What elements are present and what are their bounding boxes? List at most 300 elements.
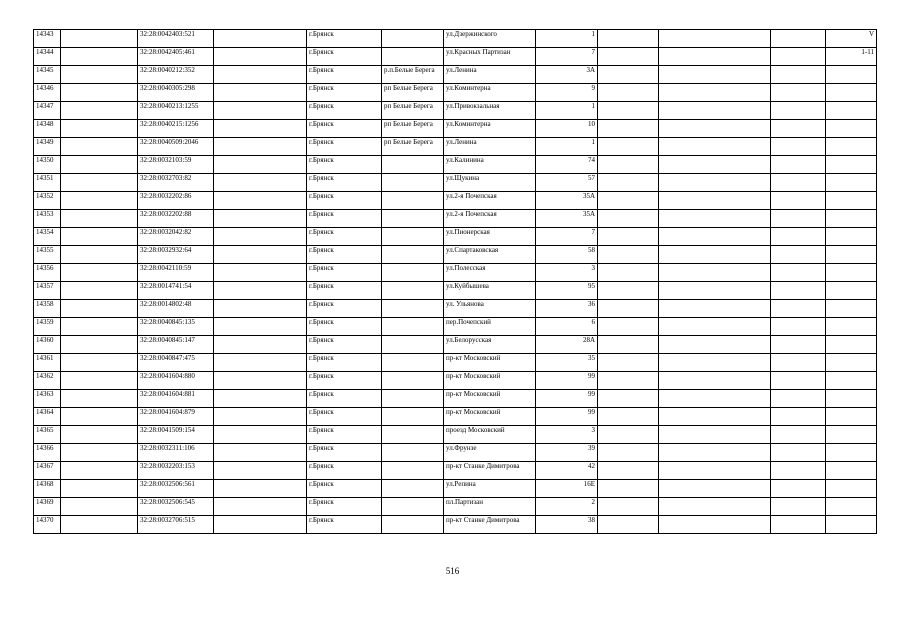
cell-empty-a	[61, 264, 138, 282]
cell-apartment	[826, 372, 877, 390]
table-row	[34, 498, 877, 516]
cell-city: г.Брянск	[307, 246, 382, 264]
cell-building	[771, 210, 826, 228]
cell-empty-a	[61, 192, 138, 210]
cell-settlement	[382, 390, 444, 408]
cell-empty-b	[214, 354, 307, 372]
cell-building	[771, 138, 826, 156]
cell-empty-c	[598, 372, 659, 390]
cell-settlement	[382, 516, 444, 534]
cell-empty-a	[61, 336, 138, 354]
cell-city: г.Брянск	[307, 372, 382, 390]
table-row	[34, 264, 877, 282]
cell-city: г.Брянск	[307, 336, 382, 354]
cell-settlement	[382, 174, 444, 192]
cell-empty-c	[598, 498, 659, 516]
cell-house-number: 35А	[536, 192, 598, 210]
cell-apartment	[826, 336, 877, 354]
registry-table	[33, 29, 877, 534]
cell-empty-a	[61, 426, 138, 444]
cell-settlement	[382, 372, 444, 390]
cell-street: ул.Дзержинского	[444, 30, 536, 48]
cell-building	[771, 282, 826, 300]
cell-empty-a	[61, 120, 138, 138]
cell-empty-a	[61, 516, 138, 534]
cell-building	[771, 462, 826, 480]
cell-empty-c	[598, 138, 659, 156]
cell-empty-d	[659, 156, 771, 174]
cell-cadastral-number: 32:28:0032932:64	[138, 246, 214, 264]
cell-street: пр-кт Московский	[444, 372, 536, 390]
table-row	[34, 84, 877, 102]
cell-row-number: 14370	[34, 516, 61, 534]
cell-apartment	[826, 156, 877, 174]
cell-settlement: рп Белые Берега	[382, 138, 444, 156]
cell-building	[771, 444, 826, 462]
cell-cadastral-number: 32:28:0040847:475	[138, 354, 214, 372]
cell-apartment	[826, 300, 877, 318]
cell-empty-d	[659, 138, 771, 156]
cell-empty-d	[659, 174, 771, 192]
cell-street: ул.Репина	[444, 480, 536, 498]
cell-house-number: 36	[536, 300, 598, 318]
cell-apartment	[826, 246, 877, 264]
cell-empty-b	[214, 30, 307, 48]
cell-apartment	[826, 390, 877, 408]
cell-empty-c	[598, 246, 659, 264]
cell-cadastral-number: 32:28:0032202:88	[138, 210, 214, 228]
cell-house-number: 3	[536, 426, 598, 444]
cell-empty-b	[214, 516, 307, 534]
cell-city: г.Брянск	[307, 318, 382, 336]
cell-apartment	[826, 516, 877, 534]
cell-apartment	[826, 84, 877, 102]
cell-empty-d	[659, 192, 771, 210]
table-row	[34, 210, 877, 228]
table-row	[34, 516, 877, 534]
cell-street: ул.2-я Почепская	[444, 210, 536, 228]
cell-settlement: рп Белые Берега	[382, 102, 444, 120]
cell-house-number: 35	[536, 354, 598, 372]
cell-settlement	[382, 426, 444, 444]
cell-settlement	[382, 300, 444, 318]
cell-empty-b	[214, 138, 307, 156]
cell-empty-a	[61, 156, 138, 174]
table-row	[34, 426, 877, 444]
cell-empty-b	[214, 444, 307, 462]
cell-empty-a	[61, 480, 138, 498]
cell-apartment	[826, 210, 877, 228]
cell-street: ул.Привокзальная	[444, 102, 536, 120]
cell-house-number: 3	[536, 264, 598, 282]
cell-building	[771, 318, 826, 336]
cell-settlement	[382, 210, 444, 228]
cell-building	[771, 30, 826, 48]
cell-row-number: 14368	[34, 480, 61, 498]
cell-house-number: 99	[536, 372, 598, 390]
cell-street: пр-кт Станке Димитрова	[444, 462, 536, 480]
cell-row-number: 14367	[34, 462, 61, 480]
cell-empty-a	[61, 66, 138, 84]
cell-row-number: 14365	[34, 426, 61, 444]
cell-city: г.Брянск	[307, 102, 382, 120]
cell-empty-c	[598, 192, 659, 210]
cell-settlement	[382, 30, 444, 48]
cell-city: г.Брянск	[307, 264, 382, 282]
cell-row-number: 14350	[34, 156, 61, 174]
cell-empty-d	[659, 408, 771, 426]
cell-cadastral-number: 32:28:0042110:59	[138, 264, 214, 282]
cell-empty-a	[61, 300, 138, 318]
cell-empty-a	[61, 30, 138, 48]
cell-empty-d	[659, 462, 771, 480]
cell-city: г.Брянск	[307, 30, 382, 48]
cell-cadastral-number: 32:28:0040509:2046	[138, 138, 214, 156]
cell-house-number: 3А	[536, 66, 598, 84]
cell-empty-c	[598, 66, 659, 84]
cell-street: ул. Ульянова	[444, 300, 536, 318]
cell-empty-b	[214, 498, 307, 516]
cell-settlement	[382, 318, 444, 336]
cell-empty-a	[61, 354, 138, 372]
cell-empty-b	[214, 264, 307, 282]
cell-empty-d	[659, 66, 771, 84]
cell-apartment	[826, 408, 877, 426]
cell-building	[771, 426, 826, 444]
cell-city: г.Брянск	[307, 354, 382, 372]
cell-empty-c	[598, 318, 659, 336]
cell-empty-d	[659, 84, 771, 102]
cell-empty-d	[659, 102, 771, 120]
cell-cadastral-number: 32:28:0032703:82	[138, 174, 214, 192]
cell-row-number: 14363	[34, 390, 61, 408]
cell-settlement	[382, 336, 444, 354]
cell-house-number: 58	[536, 246, 598, 264]
cell-house-number: 7	[536, 228, 598, 246]
cell-settlement	[382, 228, 444, 246]
cell-city: г.Брянск	[307, 48, 382, 66]
cell-empty-c	[598, 516, 659, 534]
cell-empty-c	[598, 84, 659, 102]
cell-cadastral-number: 32:28:0040845:147	[138, 336, 214, 354]
cell-house-number: 10	[536, 120, 598, 138]
cell-building	[771, 120, 826, 138]
cell-empty-a	[61, 228, 138, 246]
cell-empty-d	[659, 318, 771, 336]
page-number: 516	[445, 566, 460, 576]
cell-empty-d	[659, 336, 771, 354]
table-row	[34, 174, 877, 192]
cell-empty-b	[214, 336, 307, 354]
cell-row-number: 14352	[34, 192, 61, 210]
table-row	[34, 66, 877, 84]
cell-empty-a	[61, 210, 138, 228]
cell-apartment	[826, 102, 877, 120]
cell-city: г.Брянск	[307, 174, 382, 192]
cell-city: г.Брянск	[307, 462, 382, 480]
cell-street: ул.Пионерская	[444, 228, 536, 246]
cell-empty-d	[659, 426, 771, 444]
cell-house-number: 42	[536, 462, 598, 480]
cell-city: г.Брянск	[307, 480, 382, 498]
cell-cadastral-number: 32:28:0042405:461	[138, 48, 214, 66]
cell-apartment	[826, 66, 877, 84]
cell-cadastral-number: 32:28:0040845:135	[138, 318, 214, 336]
cell-empty-a	[61, 318, 138, 336]
table-row	[34, 318, 877, 336]
cell-street: ул.Ленина	[444, 138, 536, 156]
cell-settlement	[382, 246, 444, 264]
cell-city: г.Брянск	[307, 516, 382, 534]
cell-apartment	[826, 120, 877, 138]
cell-street: ул.Ленина	[444, 66, 536, 84]
cell-city: г.Брянск	[307, 444, 382, 462]
cell-empty-c	[598, 462, 659, 480]
cell-cadastral-number: 32:28:0040212:352	[138, 66, 214, 84]
cell-settlement	[382, 282, 444, 300]
cell-row-number: 14369	[34, 498, 61, 516]
cell-empty-b	[214, 174, 307, 192]
table-row	[34, 372, 877, 390]
cell-building	[771, 66, 826, 84]
cell-building	[771, 408, 826, 426]
cell-empty-c	[598, 228, 659, 246]
cell-empty-b	[214, 84, 307, 102]
cell-street: ул.Красных Партизан	[444, 48, 536, 66]
cell-house-number: 28А	[536, 336, 598, 354]
cell-street: ул.Полесская	[444, 264, 536, 282]
cell-house-number: 9	[536, 84, 598, 102]
cell-empty-b	[214, 426, 307, 444]
cell-building	[771, 102, 826, 120]
cell-row-number: 14348	[34, 120, 61, 138]
cell-cadastral-number: 32:28:0032506:561	[138, 480, 214, 498]
cell-house-number: 38	[536, 516, 598, 534]
table-row	[34, 336, 877, 354]
cell-street: ул.Фрунзе	[444, 444, 536, 462]
cell-empty-d	[659, 210, 771, 228]
cell-cadastral-number: 32:28:0014741:54	[138, 282, 214, 300]
cell-street: пр-кт Московский	[444, 408, 536, 426]
cell-empty-d	[659, 48, 771, 66]
table-row	[34, 30, 877, 48]
cell-apartment: V	[826, 30, 877, 48]
cell-empty-a	[61, 48, 138, 66]
cell-city: г.Брянск	[307, 66, 382, 84]
cell-apartment	[826, 444, 877, 462]
cell-row-number: 14366	[34, 444, 61, 462]
cell-empty-d	[659, 372, 771, 390]
cell-empty-d	[659, 30, 771, 48]
cell-cadastral-number: 32:28:0032706:515	[138, 516, 214, 534]
cell-building	[771, 156, 826, 174]
cell-city: г.Брянск	[307, 408, 382, 426]
cell-street: пл.Партизан	[444, 498, 536, 516]
cell-street: пр-кт Станке Димитрова	[444, 516, 536, 534]
cell-settlement	[382, 264, 444, 282]
cell-empty-b	[214, 228, 307, 246]
cell-street: ул.Калинина	[444, 156, 536, 174]
cell-building	[771, 390, 826, 408]
cell-empty-c	[598, 30, 659, 48]
cell-apartment	[826, 480, 877, 498]
cell-empty-c	[598, 336, 659, 354]
cell-empty-d	[659, 300, 771, 318]
cell-house-number: 7	[536, 48, 598, 66]
cell-row-number: 14358	[34, 300, 61, 318]
cell-empty-d	[659, 480, 771, 498]
cell-street: пр-кт Московский	[444, 390, 536, 408]
cell-empty-b	[214, 192, 307, 210]
cell-empty-d	[659, 246, 771, 264]
cell-row-number: 14364	[34, 408, 61, 426]
cell-empty-a	[61, 84, 138, 102]
cell-row-number: 14343	[34, 30, 61, 48]
cell-empty-d	[659, 444, 771, 462]
cell-house-number: 1	[536, 30, 598, 48]
cell-empty-b	[214, 282, 307, 300]
cell-building	[771, 264, 826, 282]
cell-building	[771, 192, 826, 210]
cell-settlement	[382, 498, 444, 516]
cell-empty-a	[61, 282, 138, 300]
cell-street: пр-кт Московский	[444, 354, 536, 372]
cell-city: г.Брянск	[307, 192, 382, 210]
cell-house-number: 16Е	[536, 480, 598, 498]
cell-city: г.Брянск	[307, 228, 382, 246]
cell-empty-a	[61, 174, 138, 192]
cell-building	[771, 498, 826, 516]
cell-empty-c	[598, 480, 659, 498]
cell-city: г.Брянск	[307, 138, 382, 156]
cell-cadastral-number: 32:28:0032311:106	[138, 444, 214, 462]
cell-empty-c	[598, 120, 659, 138]
cell-empty-b	[214, 120, 307, 138]
cell-building	[771, 354, 826, 372]
cell-empty-b	[214, 156, 307, 174]
cell-empty-c	[598, 282, 659, 300]
cell-empty-c	[598, 444, 659, 462]
table-row	[34, 48, 877, 66]
cell-street: ул.Коминтерна	[444, 120, 536, 138]
cell-cadastral-number: 32:28:0042403:521	[138, 30, 214, 48]
cell-empty-c	[598, 174, 659, 192]
cell-settlement: рп Белые Берега	[382, 84, 444, 102]
cell-apartment	[826, 498, 877, 516]
cell-building	[771, 480, 826, 498]
cell-street: ул.Куйбышева	[444, 282, 536, 300]
cell-settlement	[382, 444, 444, 462]
cell-apartment	[826, 264, 877, 282]
cell-city: г.Брянск	[307, 300, 382, 318]
cell-apartment: 1-11	[826, 48, 877, 66]
cell-cadastral-number: 32:28:0040305:298	[138, 84, 214, 102]
cell-city: г.Брянск	[307, 210, 382, 228]
cell-cadastral-number: 32:28:0032042:82	[138, 228, 214, 246]
cell-house-number: 57	[536, 174, 598, 192]
cell-city: г.Брянск	[307, 390, 382, 408]
table-row	[34, 354, 877, 372]
cell-empty-a	[61, 372, 138, 390]
cell-building	[771, 372, 826, 390]
cell-settlement	[382, 192, 444, 210]
cell-house-number: 2	[536, 498, 598, 516]
cell-house-number: 1	[536, 138, 598, 156]
cell-house-number: 1	[536, 102, 598, 120]
cell-row-number: 14345	[34, 66, 61, 84]
cell-apartment	[826, 354, 877, 372]
cell-empty-a	[61, 246, 138, 264]
cell-apartment	[826, 138, 877, 156]
table-row	[34, 156, 877, 174]
cell-empty-a	[61, 408, 138, 426]
cell-cadastral-number: 32:28:0041509:154	[138, 426, 214, 444]
cell-cadastral-number: 32:28:0041604:881	[138, 390, 214, 408]
cell-empty-d	[659, 228, 771, 246]
cell-cadastral-number: 32:28:0041604:879	[138, 408, 214, 426]
cell-empty-c	[598, 156, 659, 174]
cell-building	[771, 336, 826, 354]
cell-row-number: 14361	[34, 354, 61, 372]
cell-empty-a	[61, 498, 138, 516]
cell-row-number: 14356	[34, 264, 61, 282]
cell-empty-c	[598, 300, 659, 318]
cell-empty-c	[598, 354, 659, 372]
table-row	[34, 462, 877, 480]
cell-building	[771, 228, 826, 246]
cell-building	[771, 300, 826, 318]
cell-house-number: 99	[536, 390, 598, 408]
cell-cadastral-number: 32:28:0040215:1256	[138, 120, 214, 138]
cell-empty-b	[214, 390, 307, 408]
cell-cadastral-number: 32:28:0032103:59	[138, 156, 214, 174]
cell-empty-d	[659, 390, 771, 408]
cell-settlement	[382, 480, 444, 498]
cell-house-number: 95	[536, 282, 598, 300]
cell-cadastral-number: 32:28:0032506:545	[138, 498, 214, 516]
cell-row-number: 14359	[34, 318, 61, 336]
cell-building	[771, 174, 826, 192]
table-row	[34, 192, 877, 210]
cell-apartment	[826, 192, 877, 210]
table-row	[34, 282, 877, 300]
table-row	[34, 444, 877, 462]
cell-empty-d	[659, 264, 771, 282]
cell-settlement	[382, 408, 444, 426]
cell-city: г.Брянск	[307, 426, 382, 444]
cell-empty-c	[598, 210, 659, 228]
table-row	[34, 480, 877, 498]
cell-empty-b	[214, 408, 307, 426]
cell-settlement: р.п.Белые Берега	[382, 66, 444, 84]
cell-settlement	[382, 354, 444, 372]
cell-settlement	[382, 48, 444, 66]
cell-street: проезд Московский	[444, 426, 536, 444]
cell-empty-b	[214, 246, 307, 264]
cell-empty-a	[61, 444, 138, 462]
cell-empty-b	[214, 48, 307, 66]
cell-empty-b	[214, 318, 307, 336]
table-row	[34, 102, 877, 120]
cell-cadastral-number: 32:28:0032202:86	[138, 192, 214, 210]
registry-body	[34, 30, 877, 534]
table-row	[34, 300, 877, 318]
cell-row-number: 14362	[34, 372, 61, 390]
cell-street: ул.Щукина	[444, 174, 536, 192]
table-row	[34, 120, 877, 138]
cell-empty-b	[214, 300, 307, 318]
table-row	[34, 246, 877, 264]
